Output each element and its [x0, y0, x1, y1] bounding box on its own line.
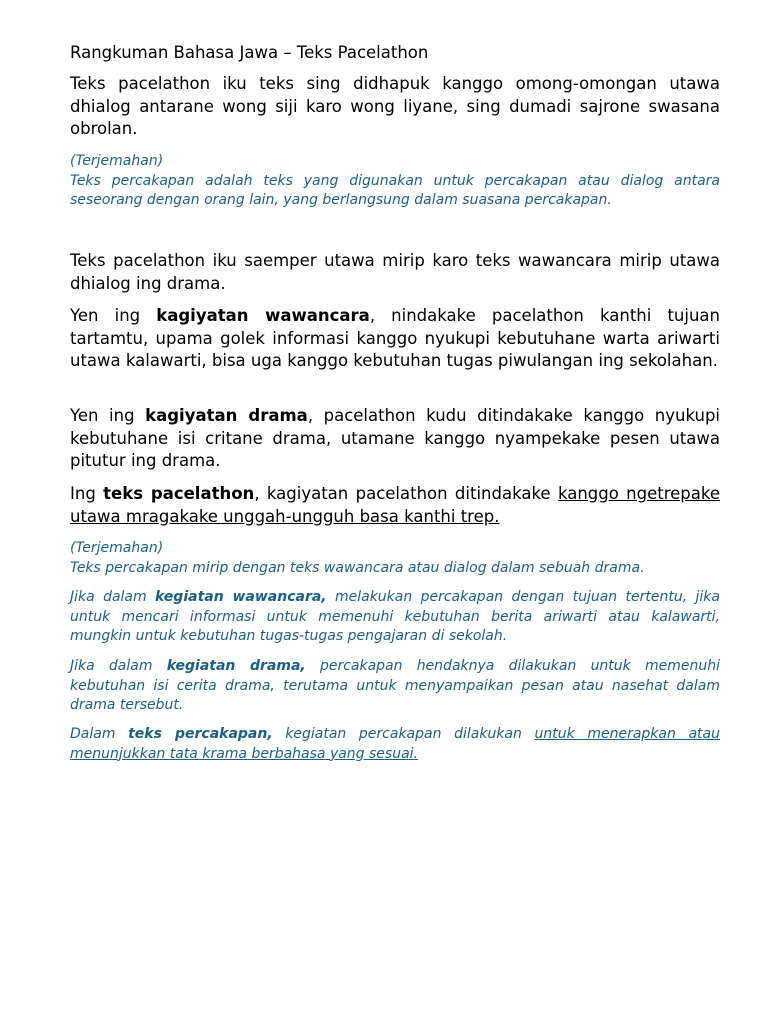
text-segment: Jika dalam [70, 589, 155, 605]
translation-definition [70, 152, 720, 211]
text-segment: Yen ing [70, 306, 157, 325]
paragraph-interview [70, 305, 720, 373]
bold-term: kagiyatan wawancara [156, 306, 370, 325]
paragraph-similarity: Teks pacelathon iku saemper utawa mirip karo teks wawancara mirip utawa dhialog ing drama. [70, 251, 720, 293]
paragraph-pacelathon [70, 483, 720, 528]
translation-text: Teks percakapan adalah teks yang digunakan untuk percakapan atau dialog antara seseorang dengan orang lain, yang berlangsung dalam suasana percakapan. [70, 172, 720, 209]
text-segment: , kagiyatan pacelathon ditindakake [254, 484, 558, 503]
text-segment: Dalam [70, 726, 129, 742]
document-title: Rangkuman Bahasa Jawa – Teks Pacelathon [70, 43, 429, 62]
text-segment: , pacelathon kudu ditindakake kanggo nyukupi kebutuhane isi critane drama, utamane kanggo nyampekake pesen utawa pitutur ing drama. [70, 406, 721, 471]
underlined-phrase: untuk menerapkan atau menunjukkan tata krama berbahasa yang sesuai. [70, 726, 720, 762]
paragraph-drama [70, 405, 720, 473]
text-segment: Ing [70, 484, 104, 503]
translation-interview [70, 588, 720, 647]
paragraph-definition: Teks pacelathon iku teks sing didhapuk kanggo omong-omongan utawa dhialog antarane wong siji karo wong liyane, sing dumadi sajrone swasana obrolan. [70, 74, 720, 139]
translation-similarity [70, 539, 720, 578]
translation-text: Teks percakapan mirip dengan teks wawancara atau dialog dalam sebuah drama. [70, 559, 645, 576]
bold-term: kagiyatan drama [145, 406, 308, 425]
translation-label: (Terjemahan) [70, 540, 164, 556]
text-segment: percakapan hendaknya dilakukan untuk memenuhi kebutuhan isi cerita drama, terutama untuk menyampaikan pesan atau nasehat dalam drama tersebut. [70, 658, 720, 714]
text-segment: melakukan percakapan dengan tujuan tertentu, jika untuk mencari informasi untuk memenuhi kebutuhan berita ariwarti atau kalawarti, mungkin untuk kebutuhan tugas-tugas pengajaran di sekolah. [70, 589, 720, 645]
text-segment: Jika dalam [70, 658, 167, 674]
text-segment: kegiatan percakapan dilakukan [272, 726, 535, 742]
translation-drama [70, 657, 720, 716]
underlined-phrase: kanggo ngetrepake utawa mragakake unggah-ungguh basa kanthi trep. [70, 484, 720, 526]
bold-term: kegiatan wawancara, [155, 589, 327, 605]
bold-term: teks pacelathon [103, 484, 255, 503]
bold-term: teks percakapan, [128, 726, 273, 742]
text-segment: , nindakake pacelathon kanthi tujuan tartamtu, upama golek informasi kanggo nyukupi kebutuhane warta ariwarti utawa kalawarti, bisa uga kanggo kebutuhan tugas piwulangan ing sekolahan. [70, 306, 720, 371]
text-segment: Yen ing [70, 406, 146, 425]
translation-percakapan [70, 725, 720, 764]
translation-label: (Terjemahan) [70, 153, 164, 169]
bold-term: kegiatan drama, [166, 658, 306, 674]
